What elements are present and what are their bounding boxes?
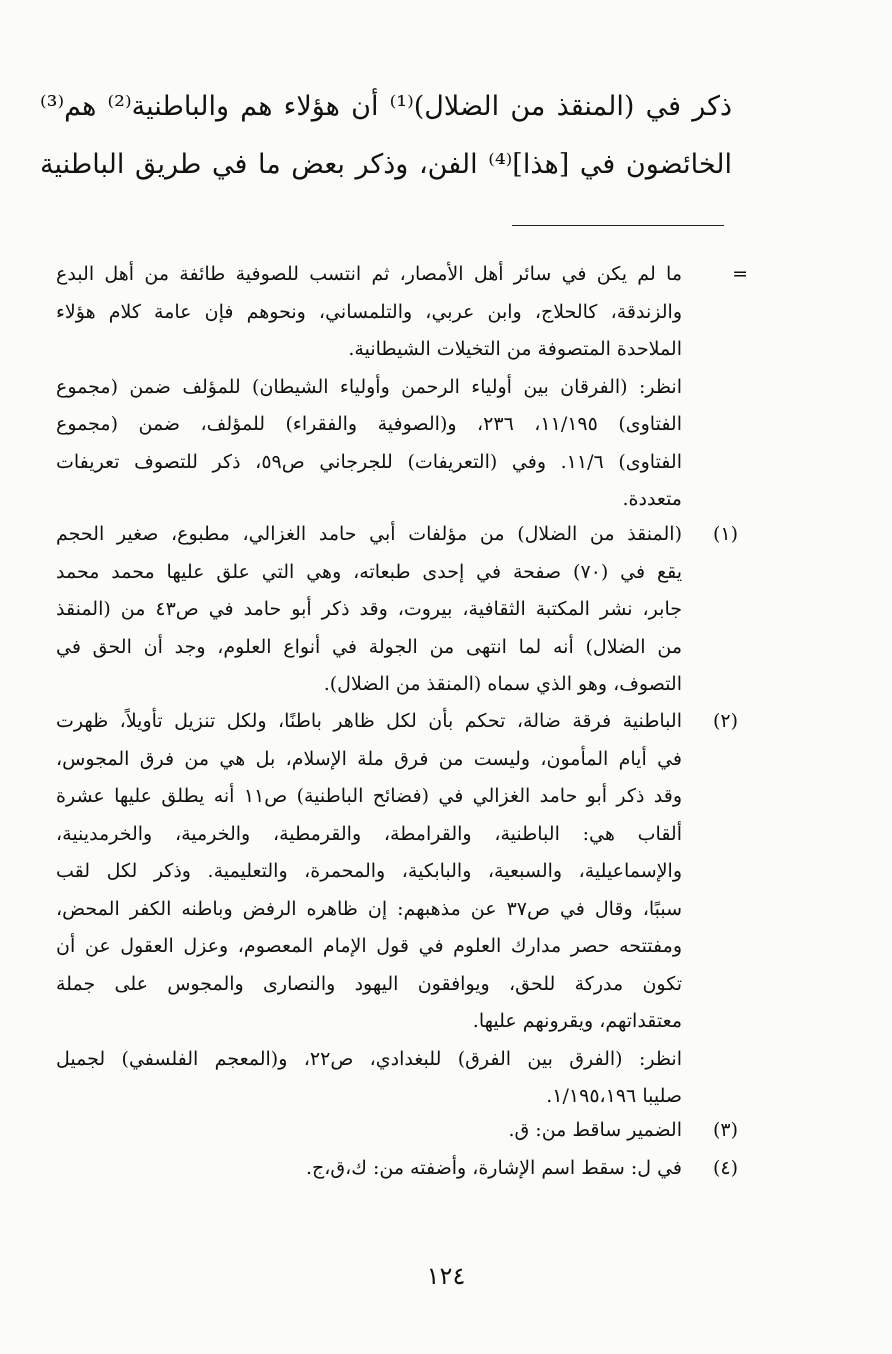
footnote-line: الفتاوى) ١١/٦. وفي (التعريفات) للجرجاني ص٥٩، ذكر للتصوف تعريفات	[56, 450, 682, 473]
footnote-marker: (٢)	[712, 710, 738, 732]
footnote-line: ألقاب هي: الباطنية، والقرامطة، والقرمطية، والخرمية، والخرمدينية،	[56, 822, 682, 845]
footnote-3	[56, 1112, 738, 1150]
footnote-2	[56, 703, 738, 1116]
main-text	[40, 78, 732, 194]
footnote-line: انظر: (الفرقان بين أولياء الرحمن وأولياء الشيطان) للمؤلف ضمن (مجموع	[56, 375, 682, 398]
footnote-line: صليبا ١/١٩٥،١٩٦.	[546, 1085, 682, 1107]
footnote-marker: (٣)	[712, 1119, 738, 1141]
page-number: ١٢٤	[426, 1262, 466, 1290]
footnote-line: انظر: (الفرق بين الفرق) للبغدادي، ص٢٢، و(المعجم الفلسفي) لجميل	[56, 1047, 682, 1070]
footnote-line: معتقداتهم، ويقرونهم عليها.	[472, 1010, 682, 1032]
footnote-line: التصوف، وهو الذي سماه (المنقذ من الضلال).	[323, 673, 682, 695]
footnote-line: الباطنية فرقة ضالة، تحكم بأن لكل ظاهر باطنًا، ولكل تنزيل تأويلاً، ظهرت	[56, 710, 682, 732]
footnote-separator	[512, 225, 724, 226]
footnote-line: والزندقة، كالحلاج، وابن عربي، والتلمساني، ونحوهم فإن عامة كلام هؤلاء	[56, 300, 682, 323]
footnote-line: الملاحدة المتصوفة من التخيلات الشيطانية.	[348, 338, 682, 360]
footnote-1	[56, 516, 738, 704]
footnote-line: متعددة.	[622, 488, 682, 510]
footnote-marker: =	[732, 263, 748, 285]
footnote-line: والإسماعيلية، والسبعية، والبابكية، والمحمرة، والتعليمية. وذكر لكل لقب	[56, 860, 682, 882]
footnote-line: من الضلال) أنه لما انتهى من الجولة في أنواع العلوم، وجد أن الحق في	[56, 635, 682, 658]
main-text-line: ذكر في (المنقذ من الضلال)⁽¹⁾ أن هؤلاء هم والباطنية⁽²⁾ هم⁽³⁾	[40, 91, 733, 122]
footnote-line: في أيام المأمون، وليست من فرق ملة الإسلام، بل هي من فرق المجوس،	[56, 747, 682, 770]
footnote-marker: (١)	[712, 523, 738, 545]
footnote-line: ومفتتحه حصر مدارك العلوم في قول الإمام المعصوم، وعزل العقول عن أن	[56, 935, 682, 957]
footnote-line: (المنقذ من الضلال) من مؤلفات أبي حامد الغزالي، مطبوع، صغير الحجم	[56, 523, 682, 545]
footnote-4	[56, 1150, 738, 1188]
footnote-line: الفتاوى) ١١/١٩٥، ٢٣٦، و(الصوفية والفقراء) للمؤلف، ضمن (مجموع	[56, 413, 682, 435]
footnote-line: يقع في (٧٠) صفحة في إحدى طبعاته، وهي التي علق عليها محمد محمد	[56, 560, 682, 583]
footnote-line: جابر، نشر المكتبة الثقافية، بيروت، وقد ذكر أبو حامد في ص٤٣ من (المنقذ	[56, 598, 682, 620]
footnote-line: وقد ذكر أبو حامد الغزالي في (فضائح الباطنية) ص١١ أنه يطلق عليها عشرة	[56, 785, 682, 807]
footnote-line: تكون مدركة للحق، ويوافقون اليهود والنصارى والمجوس على جملة	[56, 972, 682, 995]
footnote-line: ما لم يكن في سائر أهل الأمصار، ثم انتسب للصوفية طائفة من أهل البدع	[56, 263, 682, 285]
footnote-line: في ل: سقط اسم الإشارة، وأضفته من: ك،ق،ج.	[305, 1157, 682, 1179]
main-text-line: الخائضون في [هذا]⁽⁴⁾ الفن، وذكر بعض ما في طريق الباطنية	[40, 149, 732, 180]
footnote-line: الضمير ساقط من: ق.	[508, 1119, 682, 1141]
footnote-line: سببًا، وقال في ص٣٧ عن مذهبهم: إن ظاهره الرفض وباطنه الكفر المحض،	[56, 897, 683, 920]
footnote-continuation	[56, 256, 748, 519]
footnote-marker: (٤)	[712, 1157, 738, 1179]
